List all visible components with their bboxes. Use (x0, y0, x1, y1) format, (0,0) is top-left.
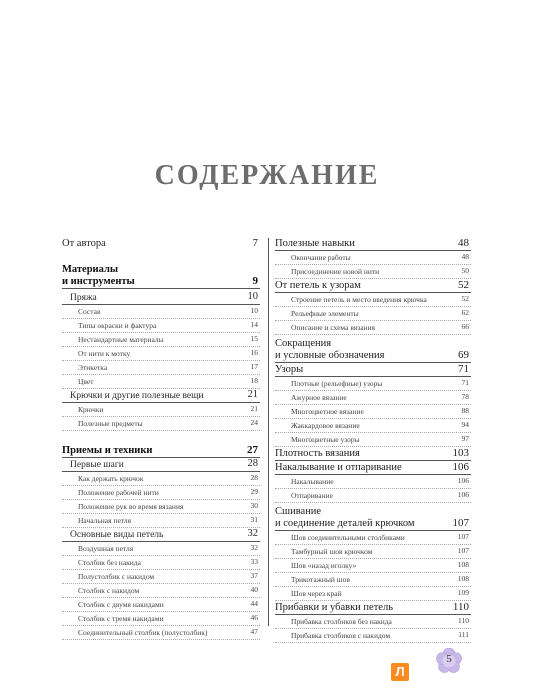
toc-entry (275, 406, 471, 419)
toc-entry (275, 546, 471, 559)
toc-entry (62, 459, 260, 472)
toc-entry (275, 308, 471, 321)
toc-entry-title: Шов «назад иголку» (291, 561, 357, 570)
page-number-badge (436, 648, 462, 674)
toc-entry-title: Шов через край (291, 589, 342, 598)
toc-entry-page: 46 (250, 613, 258, 622)
toc-entry-title: Трикотажный шов (291, 575, 350, 584)
toc-entry (275, 476, 471, 489)
toc-entry-page: 108 (457, 560, 469, 569)
toc-entry-page: 111 (458, 630, 469, 639)
toc-entry-title: Прибавка столбиков без накида (291, 617, 392, 626)
toc-entry-page: 110 (452, 601, 469, 613)
toc-entry-title: Столбик с двумя накидами (78, 600, 164, 609)
publisher-logo-letter: Л (395, 664, 405, 679)
toc-entry-page: 107 (457, 546, 469, 555)
toc-entry (275, 490, 471, 503)
toc-entry-page: 50 (461, 266, 469, 275)
toc-entry (275, 506, 471, 518)
toc-entry-title: Цвет (78, 377, 94, 386)
toc-entry-page: 30 (250, 501, 258, 510)
toc-entry-title: Полезные навыки (275, 238, 355, 249)
toc-entry (62, 276, 260, 289)
toc-entry-page: 17 (250, 362, 258, 371)
toc-entry-page: 52 (461, 294, 469, 303)
toc-entry-title: Крючки и другие полезные вещи (70, 391, 204, 401)
toc-entry (275, 350, 471, 363)
toc-entry-page: 106 (452, 461, 469, 473)
toc-entry (62, 418, 260, 431)
toc-entry-page: 33 (250, 557, 258, 566)
toc-entry-page: 107 (452, 517, 469, 529)
toc-entry-page: 69 (458, 349, 469, 361)
toc-entry-title: Многоцветное вязание (291, 407, 364, 416)
toc-entry (62, 515, 260, 528)
toc-entry-page: 71 (458, 363, 469, 375)
toc-entry-title: и соединение деталей крючком (275, 518, 415, 529)
toc-entry (62, 599, 260, 612)
toc-entry-title: Отпаривание (291, 491, 333, 500)
toc-entry-page: 62 (461, 308, 469, 317)
toc-entry-page: 94 (461, 420, 469, 429)
toc-entry (275, 448, 471, 461)
toc-entry-page: 44 (250, 599, 258, 608)
toc-entry (275, 420, 471, 433)
toc-entry-title: Сокращения (275, 338, 332, 349)
toc-entry (275, 560, 471, 573)
toc-entry (62, 292, 260, 305)
toc-entry-page: 66 (461, 322, 469, 331)
toc-entry-page: 88 (461, 406, 469, 415)
toc-entry-title: Накалывание и отпаривание (275, 462, 402, 473)
toc-entry-page: 106 (457, 476, 469, 485)
toc-entry-page: 9 (252, 275, 258, 287)
toc-entry (62, 264, 260, 276)
toc-entry-title: Прибавка столбиков с накидом (291, 631, 391, 640)
toc-entry-page: 7 (252, 237, 258, 249)
toc-entry (62, 362, 260, 375)
toc-entry-page: 103 (452, 447, 469, 459)
toc-entry (62, 320, 260, 333)
toc-entry-title: Столбик с накидом (78, 586, 140, 595)
toc-entry-title: Положение рук во время вязания (78, 502, 184, 511)
toc-entry-page: 32 (250, 543, 258, 552)
page-number: 5 (446, 653, 452, 665)
toc-entry-title: Присоединение новой нити (291, 267, 380, 276)
toc-entry-title: Как держать крючок (78, 474, 144, 483)
toc-entry (62, 487, 260, 500)
toc-entry (62, 306, 260, 319)
toc-entry-page: 78 (461, 392, 469, 401)
toc-entry (275, 364, 471, 377)
page-title: СОДЕРЖАНИЕ (154, 160, 380, 191)
toc-entry (62, 376, 260, 389)
toc-entry-title: Тамбурный шов крючком (291, 547, 373, 556)
toc-entry-title: Жаккардовое вязание (291, 421, 360, 430)
toc-entry-page: 48 (458, 237, 469, 249)
toc-entry-title: Основные виды петель (70, 530, 164, 540)
toc-entry-title: Состав (78, 307, 101, 316)
toc-entry-title: Положение рабочей нити (78, 488, 159, 497)
toc-entry (275, 630, 471, 643)
toc-entry (62, 627, 260, 640)
toc-entry-title: Узоры (275, 364, 304, 375)
toc-entry (62, 445, 260, 458)
toc-entry-title: и инструменты (62, 276, 135, 287)
toc-entry-title: Окончание работы (291, 253, 351, 262)
toc-entry (275, 378, 471, 391)
toc-entry (62, 390, 260, 403)
toc-entry-title: Полустолбик с накидом (78, 572, 155, 581)
toc-entry-page: 48 (461, 252, 469, 261)
toc-entry (275, 322, 471, 335)
toc-right-column (275, 238, 471, 643)
toc-entry-page: 15 (250, 334, 258, 343)
toc-entry (62, 529, 260, 542)
toc-entry (62, 404, 260, 417)
column-divider (268, 238, 269, 626)
toc-entry-page: 32 (247, 528, 258, 539)
publisher-logo (391, 663, 409, 681)
toc-entry-page: 24 (250, 418, 258, 427)
toc-entry-page: 28 (247, 458, 258, 469)
toc-entry-page: 31 (250, 515, 258, 524)
toc-entry-title: Начальная петля (78, 516, 132, 525)
toc-entry (275, 294, 471, 307)
toc-entry (62, 348, 260, 361)
toc-entry-page: 27 (247, 444, 258, 456)
toc-entry-page: 47 (250, 627, 258, 636)
toc-entry-title: Столбик с тремя накидами (78, 614, 164, 623)
toc-entry (275, 602, 471, 615)
toc-entry (62, 473, 260, 486)
toc-entry-page: 97 (461, 434, 469, 443)
toc-entry-title: Типы окраски и фактура (78, 321, 157, 330)
toc-entry-title: Ажурное вязание (291, 393, 347, 402)
toc-entry-title: Крючки (78, 405, 104, 414)
toc-entry-title: Плотные (рельефные) узоры (291, 379, 383, 388)
toc-entry-page: 21 (250, 404, 258, 413)
toc-entry (275, 338, 471, 350)
toc-entry (275, 392, 471, 405)
toc-entry-page: 14 (250, 320, 258, 329)
toc-entry-page: 52 (458, 279, 469, 291)
toc-entry-page: 18 (250, 376, 258, 385)
toc-entry (275, 462, 471, 475)
toc-entry-title: и условные обозначения (275, 350, 385, 361)
toc-entry-page: 28 (250, 473, 258, 482)
toc-entry-title: Рельефные элементы (291, 309, 359, 318)
toc-entry (275, 616, 471, 629)
toc-entry (62, 543, 260, 556)
toc-entry (275, 266, 471, 279)
toc-entry-page: 21 (247, 389, 258, 400)
toc-entry-title: Накалывание (291, 477, 334, 486)
toc-entry-title: Приемы и техники (62, 445, 153, 456)
toc-entry (275, 532, 471, 545)
toc-entry (275, 434, 471, 447)
toc-entry-page: 29 (250, 487, 258, 496)
toc-entry-page: 40 (250, 585, 258, 594)
toc-entry (275, 252, 471, 265)
toc-entry-title: Плотность вязания (275, 448, 360, 459)
toc-entry-title: Столбик без накида (78, 558, 141, 567)
toc-entry (62, 585, 260, 598)
toc-entry-page: 108 (457, 574, 469, 583)
toc-entry (62, 571, 260, 584)
toc-entry (275, 588, 471, 601)
toc-entry (275, 518, 471, 531)
toc-entry (62, 334, 260, 347)
toc-entry-title: От нити к мотку (78, 349, 131, 358)
toc-entry-page: 110 (458, 616, 469, 625)
toc-entry-page: 10 (247, 291, 258, 302)
toc-entry (62, 557, 260, 570)
toc-entry-title: Нестандартные материалы (78, 335, 164, 344)
toc-entry-title: От петель к узорам (275, 280, 361, 291)
toc-entry (275, 574, 471, 587)
toc-entry-page: 109 (457, 588, 469, 597)
toc-entry-title: Многоцветные узоры (291, 435, 360, 444)
toc-entry (62, 501, 260, 514)
toc-entry-title: Первые шаги (70, 460, 124, 470)
toc-entry-title: Полезные предметы (78, 419, 143, 428)
toc-entry-title: Шов соединительными столбиками (291, 533, 405, 542)
toc-entry-page: 106 (457, 490, 469, 499)
toc-entry-title: Соединительный столбик (полустолбик) (78, 628, 208, 637)
toc-entry-title: Пряжа (70, 293, 97, 303)
toc-entry-title: От автора (62, 238, 106, 249)
toc-entry (275, 238, 471, 251)
toc-entry-page: 71 (461, 378, 469, 387)
toc-entry-title: Прибавки и убавки петель (275, 602, 393, 613)
toc-entry-title: Описание и схема вязания (291, 323, 375, 332)
toc-entry-title: Сшивание (275, 506, 322, 517)
toc-entry (275, 280, 471, 293)
toc-entry-title: Этикетка (78, 363, 108, 372)
toc-entry-page: 16 (250, 348, 258, 357)
toc-entry-page: 10 (250, 306, 258, 315)
toc-entry-page: 37 (250, 571, 258, 580)
toc-entry (62, 613, 260, 626)
toc-entry-title: Материалы (62, 264, 119, 275)
toc-entry-title: Строение петель и место введения крючка (291, 295, 427, 304)
toc-entry-page: 107 (457, 532, 469, 541)
toc-entry-title: Воздушная петля (78, 544, 134, 553)
toc-entry (62, 238, 260, 250)
toc-left-column (62, 238, 260, 640)
